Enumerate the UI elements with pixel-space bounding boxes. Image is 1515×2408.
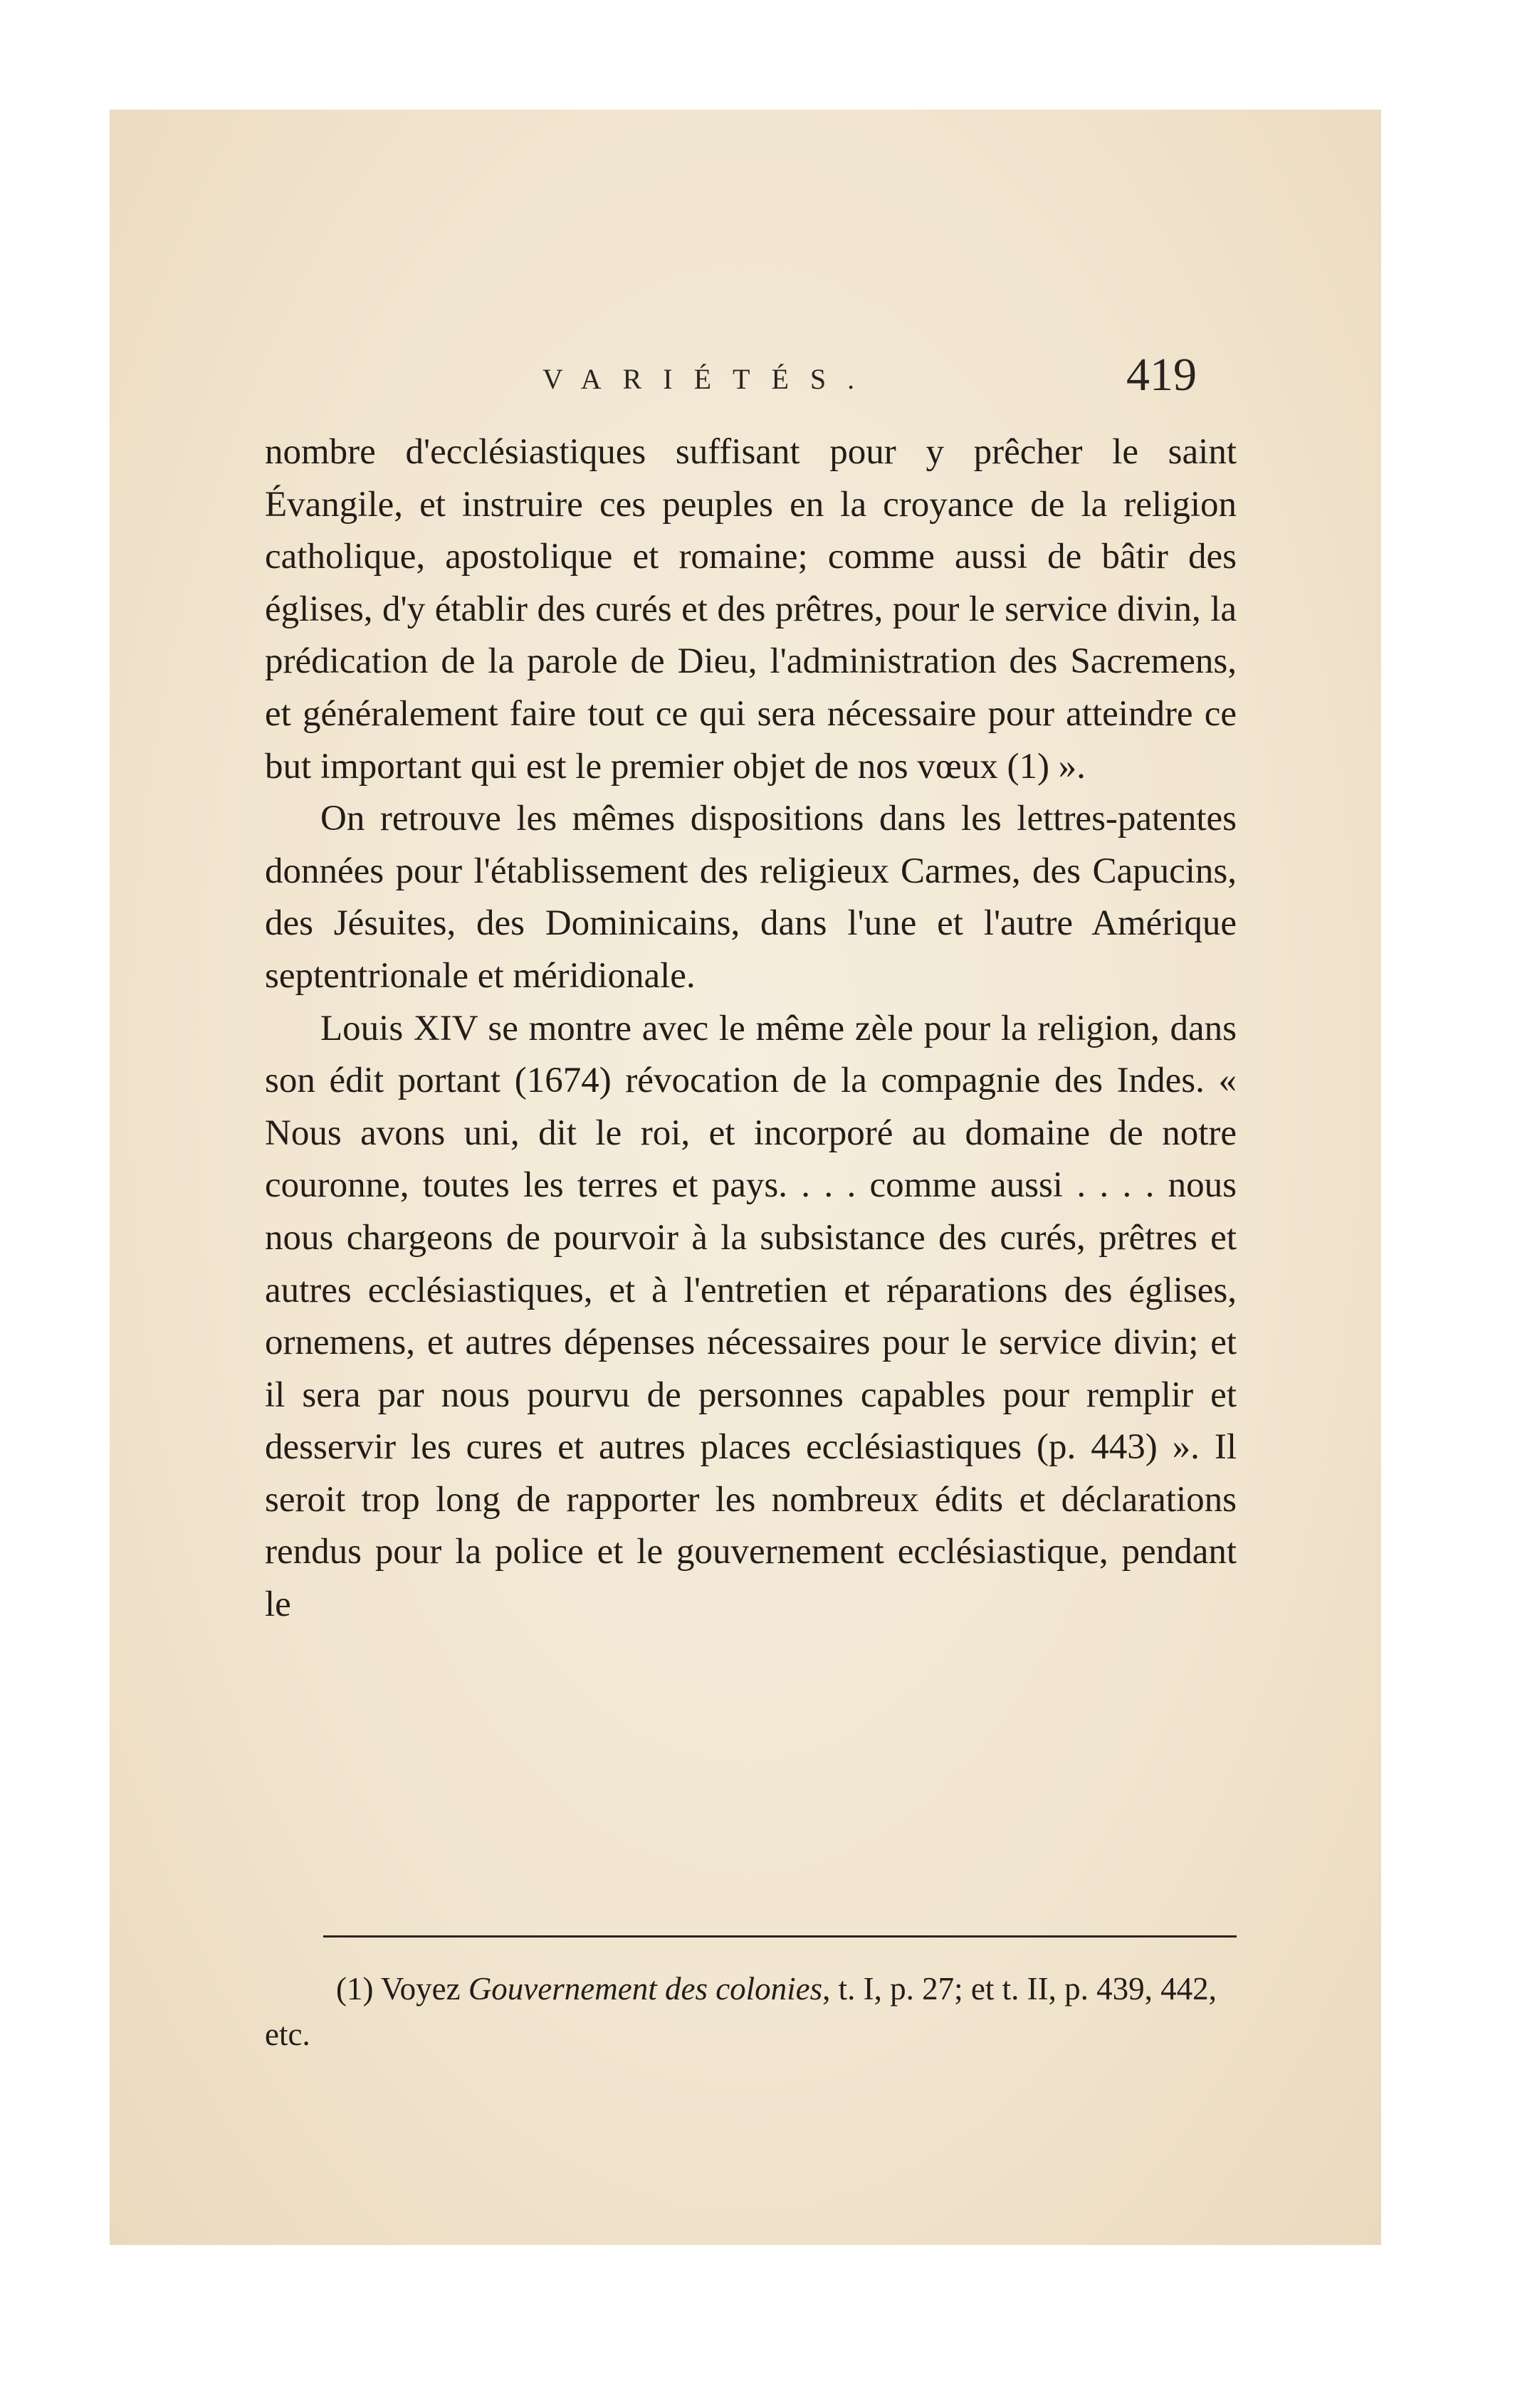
paragraph-continued: nombre d'ecclésiastiques suffisant pour y prêcher le saint Évangile, et instruire ces peuples en la croyance de la religion catholique, apostolique et romaine; comme aussi de bâtir des églises, d'y établir des curés et des prêtres, pour le service divin, la prédication de la parole de Dieu, l'administration des Sacremens, et généralement faire tout ce qui sera nécessaire pour atteindre ce but important qui est le premier objet de nos vœux (1) ». (265, 432, 1237, 787)
footnote (265, 1966, 1237, 2057)
footnote-rule (323, 1935, 1237, 1938)
footnote-title: Gouvernement des colonies (468, 1971, 823, 2007)
running-head: VARIÉTÉS. (542, 363, 876, 395)
main-text (265, 426, 1237, 1631)
paragraph: On retrouve les mêmes dispositions dans les lettres-patentes données pour l'établissement des religieux Carmes, des Capucins, des Jésuites, des Dominicains, dans l'une et l'autre Amérique septentrionale et méridionale. (265, 799, 1237, 996)
paragraph: Louis XIV se montre avec le même zèle pour la religion, dans son édit portant (1674) révocation de la compagnie des Indes. « Nous avons uni, dit le roi, et incorporé au domaine de notre couronne, toutes les terres et pays. . . . comme aussi . . . . nous nous chargeons de pourvoir à la subsistance des curés, prêtres et autres ecclésiastiques, et à l'entretien et réparations des églises, ornemens, et autres dépenses nécessaires pour le service divin; et il sera par nous pourvu de personnes capables pour remplir et desservir les cures et autres places ecclésiastiques (p. 443) ». Il seroit trop long de rapporter les nombreux édits et déclarations rendus pour la police et le gouvernement ecclésiastique, pendant le (265, 1008, 1237, 1625)
footnote-lead: (1) Voyez (336, 1971, 468, 2007)
page-number: 419 (1126, 349, 1197, 401)
footnote-reference: , t. I, p. 27; et t. II, p. 439, 442, etc. (265, 1971, 1217, 2052)
page-header (110, 348, 1381, 405)
book-page (110, 110, 1381, 2245)
